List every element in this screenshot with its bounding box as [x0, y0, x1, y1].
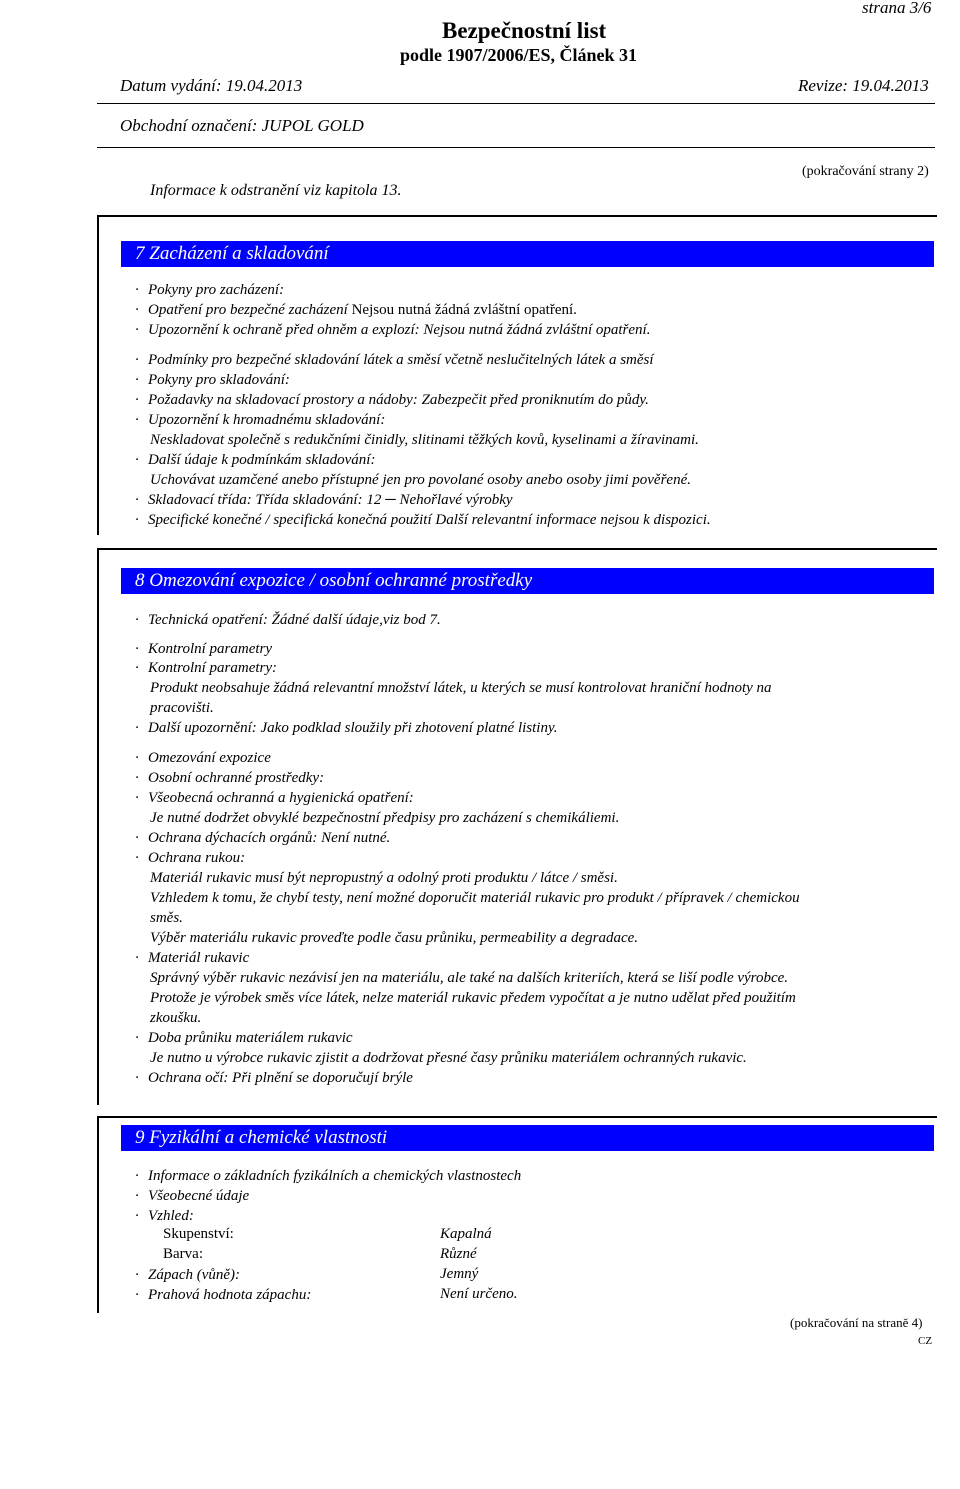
continued-on: (pokračování na straně 4) — [790, 1315, 923, 1330]
document-subtitle: podle 1907/2006/ES, Článek 31 — [400, 45, 638, 65]
glove-material-line1: Správný výběr rukavic nezávisí jen na materiálu, ale také na dalších kriteriích, která se liší podle výrobce. — [150, 970, 789, 986]
control-parameters-heading: · Kontrolní parametry — [135, 641, 273, 657]
glove-material-line3: zkoušku. — [150, 1010, 202, 1026]
general-information: · Všeobecné údaje — [135, 1188, 250, 1204]
revision-date: Revize: 19.04.2013 — [798, 76, 929, 95]
odour-value: Jemný — [440, 1266, 479, 1282]
hand-protection-line3: směs. — [150, 910, 183, 926]
odour-threshold-label: · Prahová hodnota zápachu: — [135, 1287, 312, 1303]
control-parameters-line2: pracovišti. — [150, 700, 214, 716]
glove-material-line2: Protože je výrobek směs více látek, nelze materiál rukavic předem vypočítat a je nutno udělat před použitím — [150, 990, 796, 1006]
document-title: Bezpečnostní list — [442, 18, 607, 43]
technical-measures: · Technická opatření: Žádné další údaje,viz bod 7. — [135, 612, 441, 628]
eye-protection: · Ochrana očí: Při plnění se doporučují brýle — [135, 1070, 413, 1086]
odour-threshold-value: Není určeno. — [440, 1286, 518, 1302]
trade-name: Obchodní označení: JUPOL GOLD — [120, 116, 364, 135]
glove-material-label: · Materiál rukavic — [135, 950, 250, 966]
trade-name-rule — [97, 147, 935, 148]
penetration-time-label: · Doba průniku materiálem rukavic — [135, 1030, 353, 1046]
basic-properties-info: · Informace o základních fyzikálních a chemických vlastnostech — [135, 1168, 522, 1184]
storage-instructions: · Pokyny pro skladování: — [135, 372, 290, 388]
disposal-info: Informace k odstranění viz kapitola 13. — [150, 182, 402, 199]
additional-information: · Další upozornění: Jako podklad sloužily při zhotovení platné listiny. — [135, 720, 558, 736]
exposure-controls-heading: · Omezování expozice — [135, 750, 271, 766]
section8-heading: 8 Omezování expozice / osobní ochranné prostředky — [121, 568, 934, 594]
odour-label: · Zápach (vůně): — [135, 1267, 241, 1283]
hand-protection-line1: Materiál rukavic musí být nepropustný a odolný proti produktu / látce / směsi. — [150, 870, 618, 886]
safe-handling-precautions: · Opatření pro bezpečné zacházení Nejsou nutná žádná zvláštní opatření. — [135, 302, 577, 318]
fire-explosion-info: · Upozornění k ochraně před ohněm a explozí: Nejsou nutná žádná zvláštní opatření. — [135, 322, 651, 338]
page-number: strana 3/6 — [862, 0, 932, 17]
appearance-label: · Vzhled: — [135, 1208, 194, 1224]
control-parameters-line1: Produkt neobsahuje žádná relevantní množství látek, u kterých se musí kontrolovat hraniční hodnoty na — [150, 680, 772, 696]
further-storage-value: Uchovávat uzamčené anebo přístupné jen pro povolané osoby anebo osoby jimi pověřené. — [150, 472, 691, 488]
storage-rooms-requirements: · Požadavky na skladovací prostory a nádoby: Zabezpečit před proniknutím do půdy. — [135, 392, 649, 408]
colour-value: Různé — [440, 1246, 477, 1262]
header-rule — [97, 103, 935, 104]
penetration-time-value: Je nutno u výrobce rukavic zjistit a dodržovat přesné časy průniku materiálem ochranných rukavic. — [150, 1050, 747, 1066]
storage-conditions: · Podmínky pro bezpečné skladování látek a směsí včetně neslučitelných látek a směsí — [135, 352, 654, 368]
hand-protection-line2: Vzhledem k tomu, že chybí testy, není možné doporučit materiál rukavic pro produkt / přípravek / chemickou — [150, 890, 800, 906]
ppe-label: · Osobní ochranné prostředky: — [135, 770, 325, 786]
issue-date: Datum vydání: 19.04.2013 — [120, 76, 303, 95]
physical-state-label: Skupenství: — [163, 1226, 234, 1242]
storage-class: · Skladovací třída: Třída skladování: 12 ─ Nehořlavé výrobky — [135, 492, 513, 508]
colour-label: Barva: — [163, 1246, 203, 1262]
continued-from: (pokračování strany 2) — [802, 164, 929, 179]
respiratory-protection: · Ochrana dýchacích orgánů: Není nutné. — [135, 830, 391, 846]
hygiene-measures-label: · Všeobecná ochranná a hygienická opatření: — [135, 790, 414, 806]
handling-instructions: · Pokyny pro zacházení: — [135, 282, 285, 298]
language-code: CZ — [918, 1335, 933, 1347]
control-parameters-label: · Kontrolní parametry: — [135, 660, 278, 676]
section7-heading: 7 Zacházení a skladování — [121, 241, 934, 267]
hand-protection-line4: Výběr materiálu rukavic proveďte podle času průniku, permeability a degradace. — [150, 930, 639, 946]
further-storage-info: · Další údaje k podmínkám skladování: — [135, 452, 376, 468]
joint-storage-value: Neskladovat společně s redukčními činidly, slitinami těžkých kovů, kyselinami a žíravinami. — [150, 432, 699, 448]
physical-state-value: Kapalná — [440, 1226, 492, 1242]
hand-protection-label: · Ochrana rukou: — [135, 850, 246, 866]
hygiene-measures-value: Je nutné dodržet obvyklé bezpečnostní předpisy pro zacházení s chemikáliemi. — [150, 810, 620, 826]
joint-storage-info: · Upozornění k hromadnému skladování: — [135, 412, 386, 428]
section9-heading: 9 Fyzikální a chemické vlastnosti — [121, 1125, 934, 1151]
specific-end-use: · Specifické konečné / specifická konečná použití Další relevantní informace nejsou k dispozici. — [135, 512, 711, 528]
